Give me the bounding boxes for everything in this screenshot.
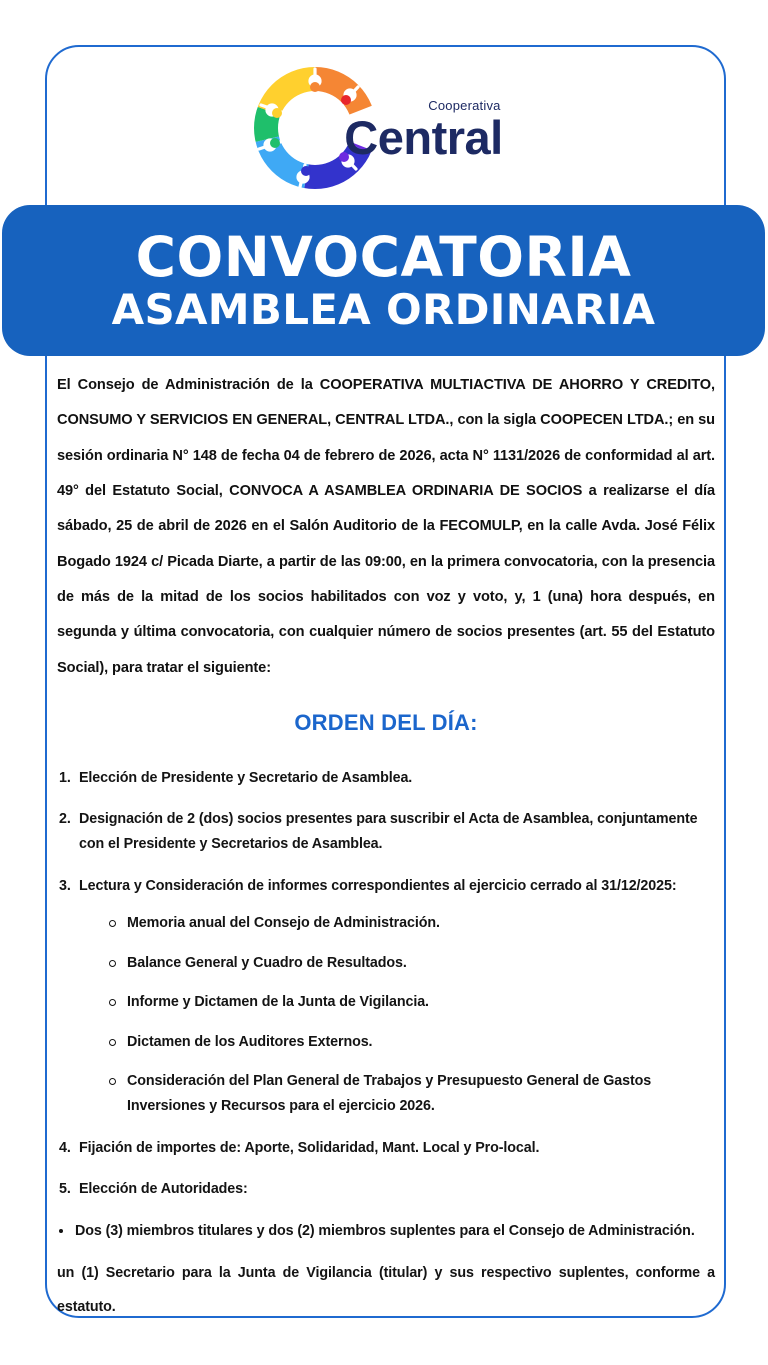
agenda-subitem-text: Informe y Dictamen de la Junta de Vigilancia. bbox=[127, 994, 429, 1011]
agenda-subitem-text: Consideración del Plan General de Trabajos y Presupuesto General de Gastos Inversiones y Recursos para el ejercicio 2026. bbox=[127, 1073, 652, 1115]
banner-title-secondary: ASAMBLEA ORDINARIA bbox=[111, 284, 656, 334]
orden-del-dia-heading: ORDEN DEL DÍA: bbox=[294, 709, 478, 735]
agenda-item-text: Elección de Presidente y Secretario de Asamblea. bbox=[79, 769, 413, 786]
logo-text-block bbox=[344, 93, 503, 165]
agenda-item bbox=[57, 807, 715, 856]
agenda-item-text: Lectura y Consideración de informes correspondientes al ejercicio cerrado al 31/12/2025: bbox=[79, 877, 677, 894]
logo-central-label: Central bbox=[344, 111, 503, 165]
logo-area bbox=[45, 58, 726, 198]
logo-cooperativa-label: Cooperativa bbox=[428, 98, 501, 114]
intro-paragraph: El Consejo de Administración de la COOPERATIVA MULTIACTIVA DE AHORRO Y CREDITO, CONSUMO Y SERVICIOS EN GENERAL, CENTRAL LTDA., con la sigla COOPECEN LTDA.; en su sesión ordinaria N° 148 de fecha 04 de febrero de 2026, acta N° 1131/2026 de conformidad al art. 49° del Estatuto Social, CONVOCA A ASAMBLEA ORDINARIA DE SOCIOS a realizarse el día sábado, 25 de abril de 2026 en el Salón Auditorio de la FECOMULP, en la calle Avda. José Félix Bogado 1924 c/ Picada Diarte, a partir de las 09:00, en la primera convocatoria, con la presencia de más de la mitad de los socios habilitados con voz y voto, y, 1 (una) hora después, en segunda y última convocatoria, con cualquier número de socios presentes (art. 55 del Estatuto Social), para tratar el siguiente: bbox=[57, 377, 715, 676]
agenda-subitem bbox=[109, 1030, 715, 1055]
banner-title-primary: CONVOCATORIA bbox=[135, 225, 632, 290]
agenda-item bbox=[57, 766, 715, 791]
body-content bbox=[57, 368, 715, 1325]
agenda-item bbox=[57, 1177, 715, 1202]
agenda-subitem-list bbox=[79, 911, 715, 1118]
agenda-item-text: Elección de Autoridades: bbox=[79, 1181, 248, 1198]
agenda-subitem-text: Dictamen de los Auditores Externos. bbox=[127, 1033, 373, 1050]
agenda-item bbox=[57, 874, 715, 1119]
agenda-subitem bbox=[109, 911, 715, 936]
agenda-subitem bbox=[109, 951, 715, 976]
agenda-subitem-text: Balance General y Cuadro de Resultados. bbox=[127, 954, 407, 971]
agenda-subitem-text: Memoria anual del Consejo de Administración. bbox=[127, 915, 440, 932]
agenda-subitem bbox=[109, 990, 715, 1015]
agenda-subitem bbox=[109, 1069, 715, 1118]
final-bullet-item: Dos (3) miembros titulares y dos (2) miembros suplentes para el Consejo de Administración. bbox=[57, 1219, 715, 1244]
agenda-item-text: Designación de 2 (dos) socios presentes para suscribir el Acta de Asamblea, conjuntamente con el Presidente y Secretarios de Asamblea. bbox=[79, 811, 698, 852]
cooperativa-central-logo bbox=[252, 65, 502, 191]
agenda-item bbox=[57, 1136, 715, 1161]
title-banner bbox=[2, 205, 765, 356]
agenda-list bbox=[57, 766, 715, 1202]
final-paragraph: un (1) Secretario para la Junta de Vigilancia (titular) y sus respectivo suplentes, conforme a estatuto. bbox=[57, 1265, 715, 1315]
agenda-item-text: Fijación de importes de: Aporte, Solidaridad, Mant. Local y Pro-local. bbox=[79, 1139, 540, 1156]
